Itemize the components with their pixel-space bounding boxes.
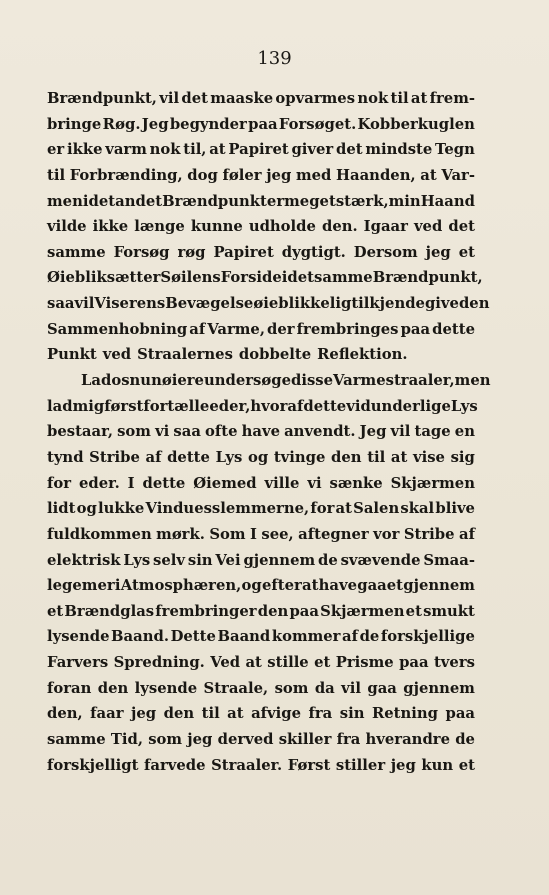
word: Lys: [215, 448, 243, 466]
text-line: [47, 86, 475, 112]
word: frembringer: [155, 602, 257, 620]
text-line: [47, 419, 475, 445]
text-line: [47, 317, 475, 343]
word: Straalernes: [137, 346, 233, 364]
word: Røg.: [102, 115, 141, 133]
word: de: [359, 628, 380, 646]
word: frembringes: [296, 320, 399, 338]
text-line: [47, 368, 491, 394]
word: ville: [264, 474, 300, 492]
text-line: [47, 496, 475, 522]
word: længe: [134, 218, 185, 236]
word: begynder: [169, 115, 247, 133]
word: og: [76, 500, 97, 518]
text-line: [47, 240, 475, 266]
word: Vinduesslemmerne,: [145, 500, 310, 518]
text-line: [47, 573, 475, 599]
word: vil: [341, 679, 361, 697]
word: paa: [399, 654, 429, 672]
word: skal: [400, 500, 435, 518]
word: mig: [72, 397, 105, 415]
word: blive: [435, 500, 475, 518]
word: det: [181, 90, 208, 107]
word: der: [267, 320, 295, 338]
word: hvoraf: [250, 397, 304, 415]
word: til,: [183, 141, 207, 159]
text-line: [47, 701, 475, 727]
word: samme: [314, 269, 373, 287]
text-line: [47, 676, 475, 702]
word: i: [82, 192, 89, 210]
word: den: [163, 705, 195, 723]
word: dette: [432, 320, 475, 338]
word: Lys: [450, 397, 478, 415]
word: at: [335, 500, 352, 518]
word: til: [47, 166, 66, 184]
word: for: [310, 500, 335, 518]
text-line: [47, 394, 478, 420]
word: lad: [47, 397, 73, 415]
word: men: [454, 372, 491, 390]
body-text: [47, 86, 491, 778]
word: Sammenhobning: [47, 320, 188, 338]
word: Punkt: [47, 346, 97, 364]
word: Jeg: [359, 423, 387, 441]
word: øieblikkelig: [253, 295, 352, 313]
word: gjennem: [243, 551, 316, 569]
word: svævende: [340, 551, 421, 569]
word: Var-: [441, 166, 475, 184]
word: gaa: [367, 679, 397, 697]
word: nu: [129, 372, 152, 390]
word: forskjelligt: [47, 756, 139, 774]
word: det: [448, 218, 475, 236]
text-line: [47, 163, 475, 189]
word: vise: [412, 448, 445, 466]
word: Øiemed: [193, 474, 257, 492]
word: samme: [47, 243, 106, 261]
word: vi: [307, 474, 322, 492]
word: en: [454, 423, 475, 441]
word: paa: [248, 115, 278, 133]
word: ved: [102, 346, 132, 364]
word: Øieblik: [47, 269, 107, 287]
word: vor: [373, 525, 400, 543]
word: samme: [47, 731, 106, 749]
word: Varme,: [207, 320, 265, 338]
word: Søilens: [160, 269, 221, 287]
text-line: [47, 599, 475, 625]
text-line: [47, 214, 475, 240]
word: I: [250, 525, 257, 543]
word: Brændglas: [64, 602, 155, 620]
word: nok: [357, 90, 389, 107]
word: dygtigt.: [281, 243, 346, 261]
word: Viserens: [94, 295, 166, 313]
word: farvede: [144, 756, 206, 774]
word: den: [331, 448, 362, 466]
word: et: [405, 602, 422, 620]
word: den: [458, 295, 490, 313]
word: det: [88, 192, 116, 210]
word: I: [127, 474, 135, 492]
text-line: [47, 548, 475, 574]
word: Forbrænding,: [69, 166, 183, 184]
word: det: [287, 269, 315, 287]
word: lysende: [134, 679, 198, 697]
word: Varmestraaler,: [333, 372, 455, 390]
word: et: [458, 243, 475, 261]
word: føler: [222, 166, 262, 184]
word: dette: [142, 474, 186, 492]
word: foran: [47, 679, 92, 697]
word: gjennem: [403, 679, 475, 697]
text-line: [47, 112, 475, 138]
word: som: [274, 679, 309, 697]
word: de: [317, 551, 338, 569]
word: see,: [261, 525, 294, 543]
word: Papiret: [228, 141, 289, 159]
word: sætter: [106, 269, 161, 287]
word: bringe: [47, 115, 102, 133]
text-line: [47, 624, 475, 650]
word: jeg: [266, 166, 292, 184]
word: som: [148, 731, 183, 749]
word: at: [209, 141, 226, 159]
word: og: [241, 577, 262, 595]
word: vil: [390, 423, 411, 441]
word: Brændpunkt,: [372, 269, 483, 287]
word: efter: [261, 577, 302, 595]
word: Reflektion.: [317, 346, 408, 364]
text-line: [47, 291, 490, 317]
word: lukke: [98, 500, 145, 518]
text-line: [47, 522, 475, 548]
word: røg: [177, 243, 206, 261]
text-line: [47, 342, 475, 368]
word: ofte: [205, 423, 238, 441]
word: Farvers: [47, 654, 109, 672]
word: jeg: [390, 756, 416, 774]
word: kommer: [271, 628, 341, 646]
word: stille: [267, 654, 309, 672]
word: Atmosphæren,: [120, 577, 242, 595]
word: dette: [167, 448, 210, 466]
word: hverandre: [365, 731, 450, 749]
word: af: [145, 448, 162, 466]
word: Vei: [215, 551, 241, 569]
word: skiller: [278, 731, 332, 749]
text-line: [47, 650, 475, 676]
word: men: [47, 192, 83, 210]
word: Lys: [123, 551, 151, 569]
word: ikke: [92, 218, 129, 236]
word: Forside: [220, 269, 282, 287]
word: nok: [149, 141, 181, 159]
text-line: [47, 137, 475, 163]
word: dobbelte: [238, 346, 312, 364]
word: forskjellige: [380, 628, 475, 646]
word: sig: [450, 448, 475, 466]
word: Retning: [371, 705, 438, 723]
word: Igaar: [363, 218, 408, 236]
word: at: [227, 705, 244, 723]
word: mindste: [365, 141, 433, 159]
word: Tid,: [110, 731, 143, 749]
word: paa: [400, 320, 431, 338]
word: vi: [155, 423, 170, 441]
word: af: [459, 525, 475, 543]
word: Salen: [353, 500, 400, 518]
word: tynd: [47, 448, 84, 466]
word: fra: [308, 705, 333, 723]
word: saa: [173, 423, 201, 441]
word: andet: [115, 192, 163, 210]
word: tage: [414, 423, 451, 441]
word: meget: [284, 192, 336, 210]
word: aftegner: [298, 525, 369, 543]
word: stærk,: [335, 192, 389, 210]
text-line: [47, 445, 475, 471]
word: kunne: [190, 218, 243, 236]
word: paa: [445, 705, 475, 723]
word: jeg: [425, 243, 451, 261]
word: eder.: [78, 474, 120, 492]
text-line: [47, 471, 475, 497]
word: elektrisk: [47, 551, 121, 569]
text-line: [47, 265, 483, 291]
word: ved: [413, 218, 443, 236]
word: Dersom: [353, 243, 418, 261]
word: Stribe: [403, 525, 455, 543]
word: det: [335, 141, 363, 159]
word: og: [248, 448, 269, 466]
word: Kobberkuglen: [357, 115, 475, 133]
word: lidt: [47, 500, 76, 518]
word: for: [47, 474, 72, 492]
word: de: [455, 731, 475, 749]
word: Forsøget.: [278, 115, 357, 133]
text-line: [47, 727, 475, 753]
word: Straale,: [203, 679, 269, 697]
word: legemer: [47, 577, 115, 595]
word: bestaar,: [47, 423, 113, 441]
word: af: [342, 628, 358, 646]
word: Lad: [81, 372, 112, 390]
word: disse: [291, 372, 334, 390]
word: af: [189, 320, 206, 338]
word: Som: [209, 525, 246, 543]
text-line: [47, 189, 475, 215]
word: Haand: [420, 192, 475, 210]
word: at: [420, 166, 437, 184]
word: tilkjendegive: [351, 295, 459, 313]
word: er: [266, 192, 285, 210]
word: Stribe: [89, 448, 140, 466]
word: Først: [287, 756, 331, 774]
word: at: [302, 577, 319, 595]
word: sænke: [329, 474, 383, 492]
word: have: [318, 577, 358, 595]
word: derved: [217, 731, 274, 749]
word: at: [245, 654, 262, 672]
word: Skjærmen: [320, 602, 405, 620]
word: saa: [47, 295, 75, 313]
word: Forsøg: [113, 243, 170, 261]
word: udholde: [248, 218, 316, 236]
word: tvers: [433, 654, 475, 672]
word: Bevægelse: [165, 295, 254, 313]
word: mørk.: [156, 525, 205, 543]
word: min: [388, 192, 421, 210]
word: gaaet: [357, 577, 404, 595]
word: Haanden,: [336, 166, 416, 184]
word: Brændpunkt,: [47, 90, 157, 107]
text-line: [47, 753, 475, 779]
word: vilde: [47, 218, 87, 236]
word: fortælle: [143, 397, 210, 415]
word: eder,: [209, 397, 251, 415]
word: jeg: [130, 705, 157, 723]
word: til: [390, 90, 409, 107]
word: Dette: [170, 628, 216, 646]
word: have: [241, 423, 280, 441]
word: paa: [289, 602, 319, 620]
word: Spredning.: [113, 654, 205, 672]
word: den.: [321, 218, 358, 236]
word: os: [111, 372, 130, 390]
word: nøiere: [151, 372, 204, 390]
word: den: [97, 679, 129, 697]
word: Prisme: [335, 654, 394, 672]
word: Papiret: [213, 243, 274, 261]
word: til: [201, 705, 220, 723]
word: at: [390, 448, 408, 466]
word: Ved: [210, 654, 241, 672]
word: et: [314, 654, 331, 672]
word: varm: [105, 141, 147, 159]
word: Jeg: [141, 115, 169, 133]
word: opvarmes: [275, 90, 356, 107]
word: giver: [291, 141, 334, 159]
word: i: [114, 577, 121, 595]
word: selv: [153, 551, 186, 569]
word: Straaler.: [211, 756, 283, 774]
word: lysende: [47, 628, 110, 646]
word: smukt: [423, 602, 475, 620]
word: sin: [187, 551, 213, 569]
word: dog: [187, 166, 218, 184]
word: kun: [421, 756, 454, 774]
word: maaske: [210, 90, 274, 107]
word: er: [47, 141, 65, 159]
word: gjennem: [403, 577, 475, 595]
word: Skjærmen: [390, 474, 475, 492]
word: frem-: [429, 90, 475, 107]
word: jeg: [187, 731, 213, 749]
word: ikke: [66, 141, 103, 159]
word: et: [458, 756, 475, 774]
word: vil: [159, 90, 180, 107]
word: som: [117, 423, 151, 441]
word: fra: [336, 731, 361, 749]
word: at: [410, 90, 428, 107]
word: den,: [47, 705, 83, 723]
word: Smaa-: [423, 551, 475, 569]
word: et: [47, 602, 64, 620]
word: undersøge: [203, 372, 291, 390]
word: Baand: [217, 628, 271, 646]
word: først: [104, 397, 144, 415]
word: vidunderlige: [346, 397, 451, 415]
word: fuldkommen: [47, 525, 152, 543]
word: da: [314, 679, 335, 697]
word: dette: [303, 397, 347, 415]
word: til: [367, 448, 386, 466]
word: faar: [90, 705, 124, 723]
word: Tegn: [435, 141, 475, 159]
page-number: 139: [257, 48, 292, 69]
word: afvige: [251, 705, 302, 723]
word: anvendt.: [284, 423, 356, 441]
word: Baand.: [111, 628, 169, 646]
word: i: [281, 269, 288, 287]
word: tvinge: [273, 448, 326, 466]
word: den: [257, 602, 289, 620]
word: vil: [74, 295, 95, 313]
word: sin: [339, 705, 365, 723]
word: stiller: [335, 756, 386, 774]
word: Brændpunkt: [162, 192, 267, 210]
word: med: [295, 166, 332, 184]
